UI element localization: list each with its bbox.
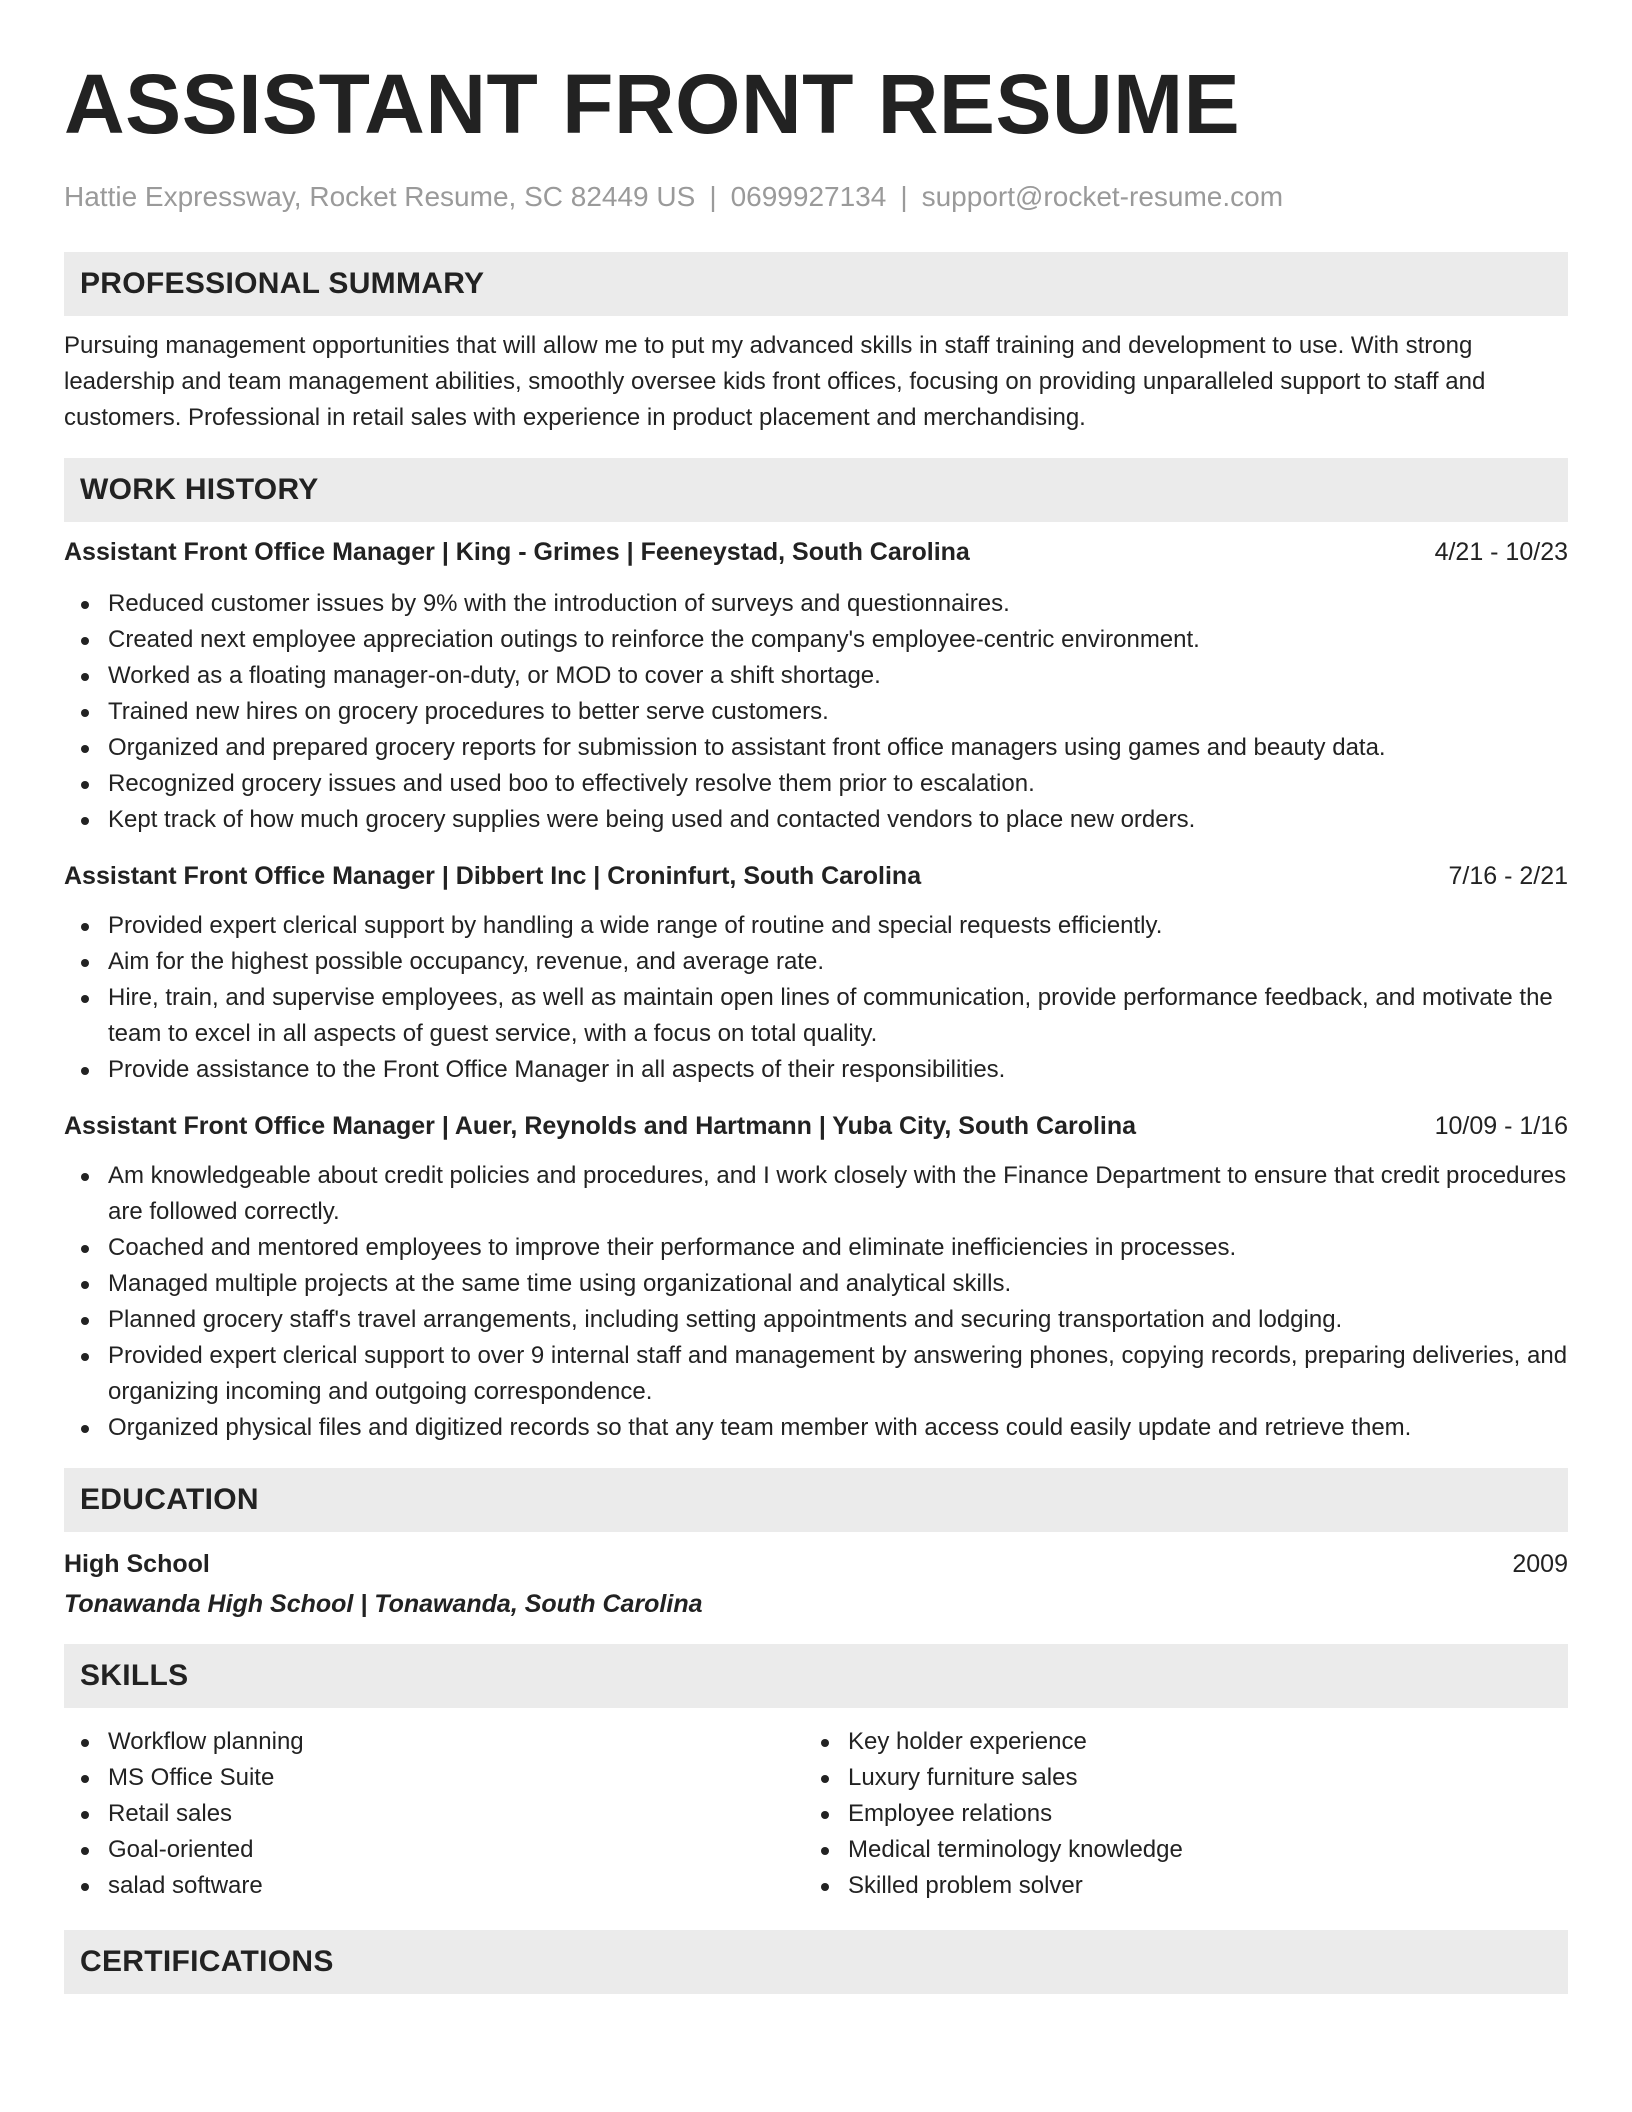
list-item: Goal-oriented (64, 1832, 804, 1868)
skills-list-right (804, 1724, 1544, 1904)
job-bullets (64, 586, 1568, 838)
list-item: Kept track of how much grocery supplies were being used and contacted vendors to place new orders. (64, 802, 1568, 838)
list-item: Managed multiple projects at the same time using organizational and analytical skills. (64, 1266, 1568, 1302)
list-item: Provide assistance to the Front Office Manager in all aspects of their responsibilities. (64, 1052, 1568, 1088)
job-title: Assistant Front Office Manager | Auer, Reynolds and Hartmann | Yuba City, South Carolina (64, 1112, 1137, 1140)
resume-page (64, 58, 1568, 1994)
list-item: Key holder experience (804, 1724, 1544, 1760)
list-item: Recognized grocery issues and used boo to effectively resolve them prior to escalation. (64, 766, 1568, 802)
contact-email[interactable]: support@rocket-resume.com (921, 181, 1284, 212)
list-item: salad software (64, 1868, 804, 1904)
job-entry (64, 1110, 1568, 1446)
job-dates: 4/21 - 10/23 (1434, 538, 1568, 566)
list-item: Trained new hires on grocery procedures to better serve customers. (64, 694, 1568, 730)
job-dates: 10/09 - 1/16 (1434, 1112, 1568, 1140)
resume-title: ASSISTANT FRONT RESUME (64, 57, 1241, 151)
list-item: Luxury furniture sales (804, 1760, 1544, 1796)
list-item: Am knowledgeable about credit policies and procedures, and I work closely with the Finance Department to ensure that credit procedures are followed correctly. (64, 1158, 1568, 1230)
list-item: Created next employee appreciation outings to reinforce the company's employee-centric environment. (64, 622, 1568, 658)
contact-line (64, 180, 1568, 214)
list-item: Worked as a floating manager-on-duty, or MOD to cover a shift shortage. (64, 658, 1568, 694)
education-school: Tonawanda High School | Tonawanda, South Carolina (64, 1590, 703, 1618)
list-item: Provided expert clerical support to over 9 internal staff and management by answering phones, copying records, preparing deliveries, and organizing incoming and outgoing correspondence. (64, 1338, 1568, 1410)
education-degree: High School (64, 1550, 210, 1578)
job-entry (64, 860, 1568, 1088)
list-item: MS Office Suite (64, 1760, 804, 1796)
job-header (64, 536, 1568, 568)
list-item: Hire, train, and supervise employees, as well as maintain open lines of communication, provide performance feedback, and motivate the team to excel in all aspects of guest service, with a focus on total quality. (64, 980, 1568, 1052)
skills-columns (64, 1724, 1568, 1904)
contact-address: Hattie Expressway, Rocket Resume, SC 82449 US (64, 181, 696, 212)
education-entry (64, 1548, 1568, 1580)
job-header (64, 1110, 1568, 1142)
list-item: Planned grocery staff's travel arrangements, including setting appointments and securing transportation and lodging. (64, 1302, 1568, 1338)
list-item: Skilled problem solver (804, 1868, 1544, 1904)
job-title: Assistant Front Office Manager | Dibbert Inc | Croninfurt, South Carolina (64, 862, 922, 890)
list-item: Reduced customer issues by 9% with the introduction of surveys and questionnaires. (64, 586, 1568, 622)
list-item: Aim for the highest possible occupancy, revenue, and average rate. (64, 944, 1568, 980)
education-year: 2009 (1512, 1550, 1568, 1578)
job-header (64, 860, 1568, 892)
job-title: Assistant Front Office Manager | King - Grimes | Feeneystad, South Carolina (64, 538, 970, 566)
list-item: Organized physical files and digitized records so that any team member with access could easily update and retrieve them. (64, 1410, 1568, 1446)
section-heading-certifications: CERTIFICATIONS (64, 1930, 1568, 1994)
summary-text: Pursuing management opportunities that will allow me to put my advanced skills in staff training and development to use. With strong leadership and team management abilities, smoothly oversee kids front offices, focusing on providing unparalleled support to staff and customers. Professional in retail sales with experience in product placement and merchandising. (64, 332, 1486, 431)
job-bullets (64, 908, 1568, 1088)
list-item: Retail sales (64, 1796, 804, 1832)
list-item: Coached and mentored employees to improve their performance and eliminate inefficiencies in processes. (64, 1230, 1568, 1266)
contact-separator: | (900, 181, 908, 212)
list-item: Organized and prepared grocery reports for submission to assistant front office managers using games and beauty data. (64, 730, 1568, 766)
contact-phone: 0699927134 (730, 181, 887, 212)
section-heading-summary: PROFESSIONAL SUMMARY (64, 252, 1568, 316)
skills-list-left (64, 1724, 804, 1904)
job-dates: 7/16 - 2/21 (1448, 862, 1568, 890)
section-heading-education: EDUCATION (64, 1468, 1568, 1532)
contact-separator: | (709, 181, 717, 212)
list-item: Medical terminology knowledge (804, 1832, 1544, 1868)
list-item: Provided expert clerical support by handling a wide range of routine and special requests efficiently. (64, 908, 1568, 944)
section-heading-work-history: WORK HISTORY (64, 458, 1568, 522)
job-entry (64, 536, 1568, 838)
list-item: Employee relations (804, 1796, 1544, 1832)
section-heading-skills: SKILLS (64, 1644, 1568, 1708)
job-bullets (64, 1158, 1568, 1446)
list-item: Workflow planning (64, 1724, 804, 1760)
